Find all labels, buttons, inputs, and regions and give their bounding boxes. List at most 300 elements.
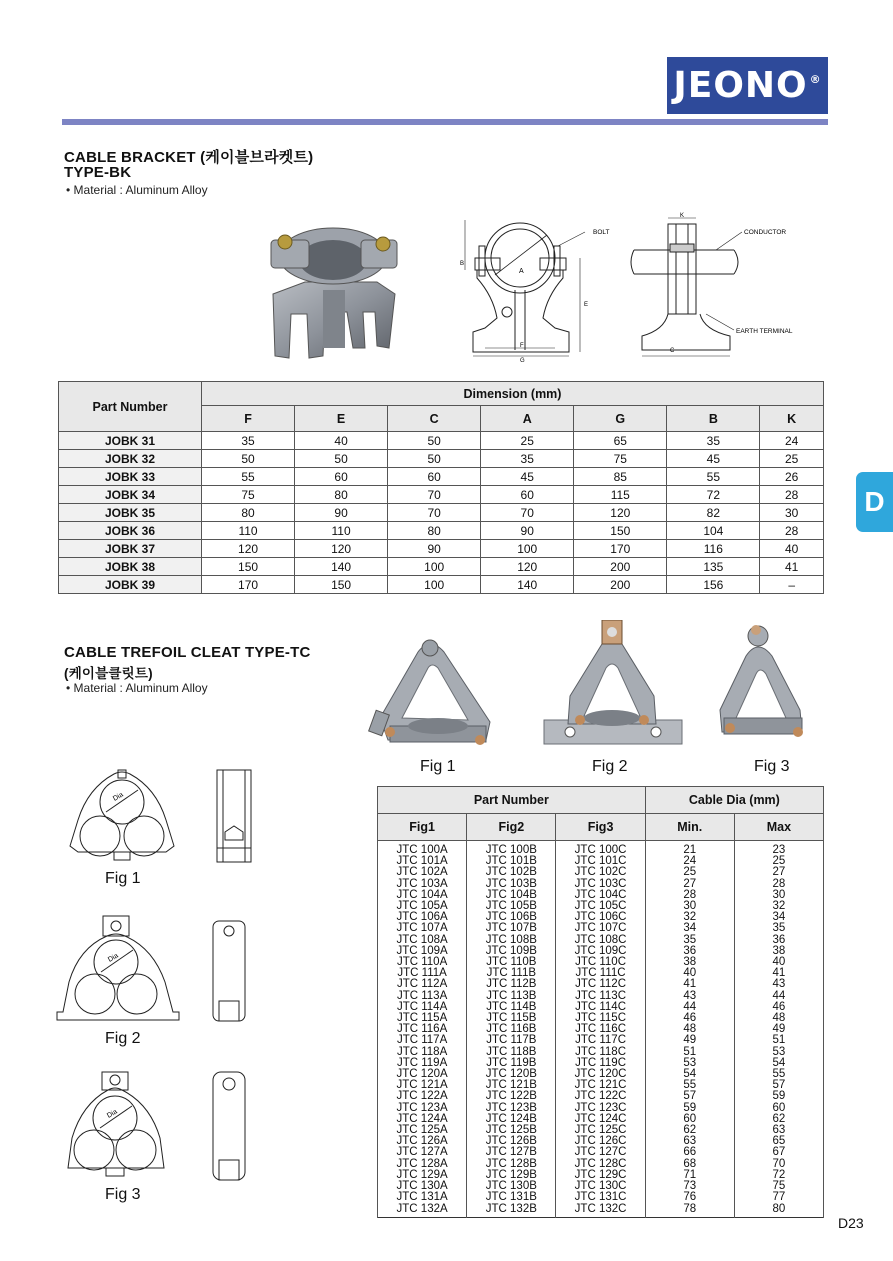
list-item: 25 [772,855,786,868]
label-b: B [460,261,465,267]
list-item: JTC 101B [485,855,537,868]
list-item: JTC 107C [574,922,627,935]
list-item: 76 [683,1191,697,1204]
list-item: JTC 123A [396,1101,448,1114]
max-column [734,841,823,1218]
table-row [59,468,824,486]
label-c: C [670,348,675,354]
trefoil-part-table [377,786,824,1218]
list-item: 35 [772,922,786,935]
trefoil-photo-fig2 [540,620,685,750]
list-item: JTC 102A [396,866,448,879]
list-item: JTC 110C [575,956,627,969]
list-item: JTC 109A [396,944,448,957]
label-f: F [520,343,524,349]
dimension-cell: – [760,576,824,594]
dimension-cell: 28 [760,522,824,540]
sub-header-fig3: Fig3 [556,814,645,841]
dimension-cell: 50 [202,450,295,468]
list-item: 75 [772,1180,786,1193]
list-item: 72 [772,1168,786,1181]
dimension-cell: 156 [667,576,760,594]
list-item: JTC 107B [485,922,537,935]
list-item: JTC 114A [396,1000,448,1013]
list-item: 53 [772,1045,786,1058]
list-item: JTC 115B [486,1012,537,1025]
table-row [59,558,824,576]
list-item: JTC 117C [575,1034,627,1047]
dimension-cell: 41 [760,558,824,576]
dimension-cell: 30 [760,504,824,522]
dimension-cell: 200 [574,558,667,576]
list-item: JTC 124B [485,1112,537,1125]
dimension-cell: 35 [481,450,574,468]
bracket-dimension-table [58,381,824,594]
brand-name: JEONO [673,65,808,106]
dimension-cell: 85 [574,468,667,486]
dimension-cell: 120 [295,540,388,558]
list-item: 59 [683,1101,697,1114]
dimension-cell: 75 [574,450,667,468]
list-item: 40 [683,967,697,980]
list-item: 34 [772,911,786,924]
dimension-cell: 50 [388,450,481,468]
part-number-cell: JOBK 34 [59,486,202,504]
dimension-cell: 60 [481,486,574,504]
list-item: 51 [683,1045,697,1058]
list-item: JTC 113B [486,989,537,1002]
list-item: JTC 121B [485,1079,537,1092]
list-item: 63 [683,1135,697,1148]
trefoil-title: CABLE TREFOIL CLEAT TYPE-TC [64,644,311,661]
fig3-column [556,841,645,1218]
label-k: K [680,213,685,219]
dimension-cell: 45 [667,450,760,468]
list-item: JTC 100C [574,844,627,856]
list-item: JTC 108C [574,933,627,946]
list-item: 49 [772,1023,786,1036]
list-item: JTC 104B [485,888,537,901]
list-item: JTC 111B [486,967,537,980]
sub-header-min: Min. [645,814,734,841]
list-item: 36 [683,944,697,957]
list-item: JTC 105C [574,900,627,913]
min-column [645,841,734,1218]
list-item: 66 [683,1146,697,1159]
list-item: JTC 103A [396,877,448,890]
part-number-cell: JOBK 39 [59,576,202,594]
dimension-cell: 35 [202,432,295,450]
list-item: 70 [772,1157,786,1170]
list-item: JTC 131A [396,1191,448,1204]
part-number-cell: JOBK 37 [59,540,202,558]
dimension-cell: 90 [481,522,574,540]
list-item: 23 [772,844,786,856]
list-item: 57 [683,1090,697,1103]
sub-header-fig1: Fig1 [378,814,467,841]
dimension-cell: 140 [295,558,388,576]
dimension-cell: 100 [388,576,481,594]
list-item: JTC 131C [574,1191,627,1204]
dim-col-header: A [481,406,574,432]
list-item: JTC 120A [396,1068,448,1081]
list-item: JTC 112B [486,978,537,991]
list-item: JTC 126B [485,1135,537,1148]
list-item: JTC 123B [485,1101,537,1114]
list-item: 34 [683,922,697,935]
dimension-cell: 70 [481,504,574,522]
list-item: JTC 113A [396,989,448,1002]
list-item: 41 [683,978,697,991]
dimension-cell: 100 [481,540,574,558]
dia-label-fig3: Dia [106,1108,119,1120]
dim-col-header: C [388,406,481,432]
list-item: 44 [683,1000,697,1013]
dimension-cell: 25 [481,432,574,450]
list-item: JTC 110B [486,956,537,969]
list-item: JTC 106C [574,911,627,924]
part-number-cell: JOBK 36 [59,522,202,540]
fig1-column [378,841,467,1218]
list-item: JTC 128B [485,1157,537,1170]
trefoil-drawing-fig3 [58,1068,188,1183]
list-item: JTC 112C [575,978,627,991]
list-item: JTC 132B [485,1202,537,1215]
list-item: 54 [772,1056,786,1069]
dimension-cell: 65 [574,432,667,450]
list-item: JTC 104C [574,888,627,901]
list-item: JTC 119C [575,1056,627,1069]
list-item: 51 [772,1034,786,1047]
list-item: 53 [683,1056,697,1069]
dimension-cell: 90 [295,504,388,522]
dimension-cell: 25 [760,450,824,468]
dimension-cell: 50 [388,432,481,450]
list-item: 30 [772,888,786,901]
list-item: JTC 132A [396,1202,448,1215]
list-item: JTC 122C [574,1090,627,1103]
list-item: JTC 127C [574,1146,627,1159]
dimension-cell: 45 [481,468,574,486]
list-item: 65 [772,1135,786,1148]
label-e: E [584,302,589,308]
list-item: 30 [683,900,697,913]
list-item: JTC 104A [396,888,448,901]
list-item: 32 [683,911,697,924]
list-item: JTC 124A [396,1112,448,1125]
list-item: 54 [683,1068,697,1081]
list-item: JTC 114C [575,1000,627,1013]
list-item: JTC 125C [574,1124,627,1137]
table-row [59,486,824,504]
part-number-cell: JOBK 31 [59,432,202,450]
list-item: JTC 110A [396,956,448,969]
trefoil-cable-header: Cable Dia (mm) [645,787,823,814]
list-item: 36 [772,933,786,946]
list-item: 41 [772,967,786,980]
dimension-cell: 55 [667,468,760,486]
dimension-cell: 60 [388,468,481,486]
list-item: JTC 128C [574,1157,627,1170]
list-item: JTC 126A [396,1135,448,1148]
list-item: 59 [772,1090,786,1103]
list-item: 46 [683,1012,697,1025]
trefoil-photo-fig1 [368,622,498,754]
list-item: JTC 129A [396,1168,448,1181]
list-item: 63 [772,1124,786,1137]
list-item: 60 [772,1101,786,1114]
list-item: 28 [683,888,697,901]
table-row [59,450,824,468]
list-item: JTC 121C [574,1079,627,1092]
list-item: 43 [772,978,786,991]
part-number-cell: JOBK 38 [59,558,202,576]
dimension-cell: 70 [388,504,481,522]
table-row [59,540,824,558]
list-item: 62 [772,1112,786,1125]
photo-label-fig1: Fig 1 [420,758,456,775]
dimension-cell: 50 [295,450,388,468]
list-item: 25 [683,866,697,879]
list-item: JTC 130C [574,1180,627,1193]
list-item: JTC 118A [396,1045,448,1058]
dimension-cell: 55 [202,468,295,486]
part-number-cell: JOBK 33 [59,468,202,486]
list-item: 49 [683,1034,697,1047]
drawing-label-fig2: Fig 2 [105,1030,141,1047]
dia-label-fig2: Dia [107,952,120,964]
list-item: 48 [772,1012,786,1025]
list-item: 27 [772,866,786,879]
list-item: JTC 103C [574,877,627,890]
dimension-cell: 24 [760,432,824,450]
photo-label-fig2: Fig 2 [592,758,628,775]
list-item: 48 [683,1023,697,1036]
dim-col-header: K [760,406,824,432]
dimension-cell: 200 [574,576,667,594]
dimension-cell: 150 [202,558,295,576]
dimension-cell: 70 [388,486,481,504]
label-conductor: CONDUCTOR [744,229,787,236]
list-item: 43 [683,989,697,1002]
list-item: JTC 122B [485,1090,537,1103]
list-item: JTC 115A [396,1012,448,1025]
list-item: 60 [683,1112,697,1125]
dimension-cell: 120 [481,558,574,576]
list-item: JTC 128A [396,1157,448,1170]
list-item: JTC 108A [396,933,448,946]
list-item: JTC 120C [574,1068,627,1081]
list-item: JTC 125B [485,1124,537,1137]
list-item: 62 [683,1124,697,1137]
sub-header-max: Max [734,814,823,841]
list-item: JTC 100A [396,844,448,856]
dimension-cell: 170 [202,576,295,594]
dimension-cell: 116 [667,540,760,558]
dimension-cell: 140 [481,576,574,594]
dimension-cell: 100 [388,558,481,576]
page-number: D23 [838,1215,864,1231]
list-item: JTC 124C [574,1112,627,1125]
trefoil-side-fig1 [205,766,255,866]
dimension-cell: 75 [202,486,295,504]
list-item: JTC 131B [485,1191,537,1204]
list-item: JTC 103B [485,877,537,890]
dimension-cell: 150 [574,522,667,540]
table-row [59,576,824,594]
trefoil-side-fig3 [205,1070,255,1185]
trefoil-part-header: Part Number [378,787,646,814]
list-item: JTC 119A [396,1056,448,1069]
list-item: JTC 116A [396,1023,448,1036]
dimension-cell: 104 [667,522,760,540]
list-item: 38 [772,944,786,957]
dimension-cell: 40 [295,432,388,450]
dim-col-header: F [202,406,295,432]
dimension-cell: 40 [760,540,824,558]
dimension-cell: 110 [202,522,295,540]
header-rule [62,119,828,125]
label-a: A [519,268,524,275]
bracket-title: CABLE BRACKET (케이블브라켓트) [64,149,314,166]
list-item: JTC 111C [575,967,626,980]
list-item: JTC 126C [574,1135,627,1148]
list-item: JTC 129B [485,1168,537,1181]
list-item: JTC 105B [485,900,537,913]
list-item: JTC 123C [574,1101,627,1114]
list-item: 46 [772,1000,786,1013]
list-item: JTC 130A [396,1180,448,1193]
list-item: 68 [683,1157,697,1170]
list-item: 24 [683,855,697,868]
list-item: JTC 113C [575,989,627,1002]
list-item: 21 [683,844,697,856]
dia-label-fig1: Dia [112,791,125,803]
list-item: 80 [772,1202,786,1215]
list-item: JTC 111A [397,967,447,980]
dimension-cell: 80 [202,504,295,522]
bracket-part-header: Part Number [59,382,202,432]
list-item: 44 [772,989,786,1002]
bracket-dimension-header: Dimension (mm) [202,382,824,406]
list-item: JTC 102B [485,866,537,879]
brand-mark: ® [809,73,822,86]
drawing-label-fig1: Fig 1 [105,870,141,887]
list-item: JTC 122A [396,1090,448,1103]
list-item: JTC 107A [396,922,448,935]
list-item: 38 [683,956,697,969]
list-item: 32 [772,900,786,913]
dimension-cell: 80 [295,486,388,504]
list-item: 35 [683,933,697,946]
part-number-cell: JOBK 32 [59,450,202,468]
label-g: G [520,358,525,364]
list-item: 40 [772,956,786,969]
dimension-cell: 82 [667,504,760,522]
list-item: JTC 121A [396,1079,448,1092]
list-item: JTC 116B [486,1023,537,1036]
dimension-cell: 115 [574,486,667,504]
label-earth-terminal: EARTH TERMINAL [736,328,793,335]
trefoil-material: • Material : Aluminum Alloy [66,681,208,695]
list-item: JTC 130B [485,1180,537,1193]
list-item: JTC 105A [396,900,448,913]
list-item: JTC 117A [396,1034,448,1047]
list-item: JTC 106A [396,911,448,924]
list-item: JTC 117B [486,1034,537,1047]
list-item: JTC 127B [485,1146,537,1159]
dim-col-header: G [574,406,667,432]
list-item: 73 [683,1180,697,1193]
table-row [59,504,824,522]
list-item: JTC 115C [575,1012,627,1025]
dimension-cell: 80 [388,522,481,540]
list-item: 78 [683,1202,697,1215]
trefoil-subtitle: (케이블클릿트) [64,666,153,681]
bracket-material: • Material : Aluminum Alloy [66,183,208,197]
dimension-cell: 170 [574,540,667,558]
fig2-column [467,841,556,1218]
trefoil-side-fig2 [205,915,255,1025]
dimension-cell: 35 [667,432,760,450]
table-row [59,522,824,540]
dimension-cell: 28 [760,486,824,504]
list-item: JTC 112A [396,978,448,991]
section-tab[interactable]: D [856,472,893,532]
list-item: JTC 108B [485,933,537,946]
dimension-cell: 120 [202,540,295,558]
photo-label-fig3: Fig 3 [754,758,790,775]
bracket-photo [265,216,410,362]
dimension-cell: 26 [760,468,824,486]
sub-header-fig2: Fig2 [467,814,556,841]
dimension-cell: 110 [295,522,388,540]
list-item: 77 [772,1191,786,1204]
list-item: JTC 101A [396,855,448,868]
part-number-cell: JOBK 35 [59,504,202,522]
dim-col-header: E [295,406,388,432]
bracket-front-drawing [455,210,625,365]
list-item: 55 [772,1068,786,1081]
list-item: JTC 127A [396,1146,448,1159]
list-item: 27 [683,877,697,890]
bracket-side-drawing [630,210,815,360]
list-item: JTC 114B [486,1000,537,1013]
list-item: JTC 102C [574,866,627,879]
list-item: JTC 132C [574,1202,627,1215]
list-item: JTC 106B [485,911,537,924]
dimension-cell: 120 [574,504,667,522]
trefoil-photo-fig3 [712,620,812,750]
list-item: JTC 101C [574,855,627,868]
dim-col-header: B [667,406,760,432]
table-row [59,432,824,450]
dimension-cell: 72 [667,486,760,504]
list-item: JTC 119B [486,1056,537,1069]
dimension-cell: 135 [667,558,760,576]
list-item: JTC 118B [486,1045,537,1058]
list-item: 55 [683,1079,697,1092]
list-item: 67 [772,1146,786,1159]
dimension-cell: 60 [295,468,388,486]
trefoil-drawing-fig1 [58,766,198,866]
bracket-type: TYPE-BK [64,164,132,181]
list-item: 28 [772,877,786,890]
dimension-cell: 150 [295,576,388,594]
list-item: JTC 116C [575,1023,627,1036]
list-item: JTC 109B [485,944,537,957]
list-item: JTC 100B [485,844,537,856]
